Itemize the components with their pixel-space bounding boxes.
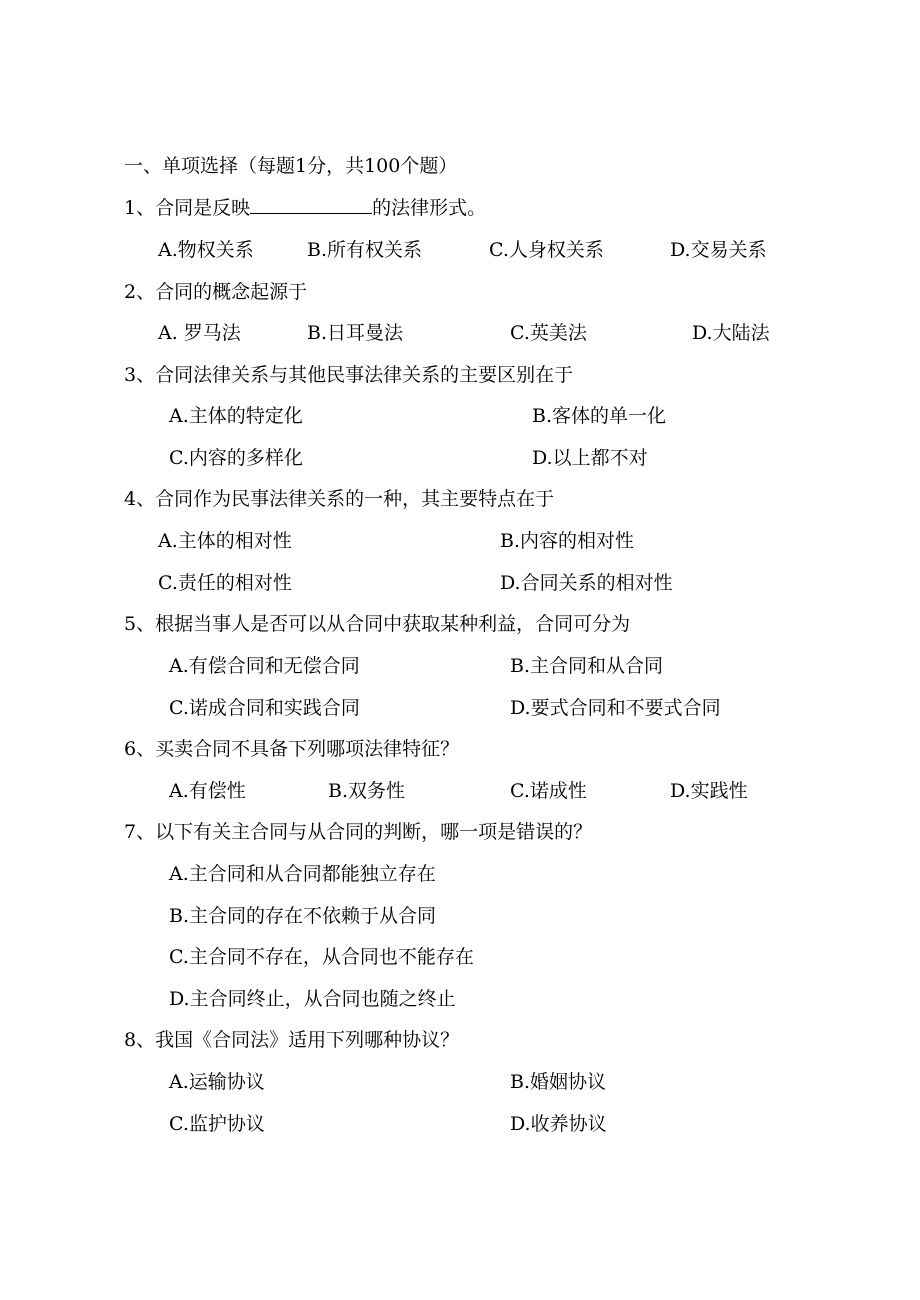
question-1-option-a: A.物权关系 (158, 239, 254, 261)
answer-blank (250, 195, 372, 214)
question-4-stem: 4、合同作为民事法律关系的一种，其主要特点在于 (124, 488, 555, 510)
question-5-option-a: A.有偿合同和无偿合同 (169, 655, 360, 677)
question-6-option-d: D.实践性 (670, 780, 748, 802)
question-1-option-b: B.所有权关系 (307, 239, 423, 261)
question-8-option-c: C.监护协议 (169, 1113, 265, 1135)
question-3-option-b: B.客体的单一化 (532, 405, 667, 427)
question-7-option-d: D.主合同终止，从合同也随之终止 (169, 988, 456, 1010)
question-5-stem: 5、根据当事人是否可以从合同中获取某种利益，合同可分为 (124, 613, 631, 635)
question-6-option-a: A.有偿性 (169, 780, 246, 802)
question-4-option-d: D.合同关系的相对性 (500, 572, 673, 594)
question-8-option-a: A.运输协议 (169, 1071, 265, 1093)
question-1-option-c: C.人身权关系 (489, 239, 604, 261)
question-7-option-c: C.主合同不存在，从合同也不能存在 (169, 946, 474, 968)
question-2-stem: 2、合同的概念起源于 (124, 281, 308, 303)
question-1-stem-after: 的法律形式。 (372, 197, 487, 219)
question-7-option-a: A.主合同和从合同都能独立存在 (169, 863, 436, 885)
question-8-option-b: B.婚姻协议 (510, 1071, 607, 1093)
question-6-stem: 6、买卖合同不具备下列哪项法律特征？ (124, 738, 460, 760)
question-1-option-d: D.交易关系 (670, 239, 767, 261)
question-7-stem: 7、以下有关主合同与从合同的判断，哪一项是错误的？ (124, 821, 593, 843)
question-8-stem: 8、我国《合同法》适用下列哪种协议？ (124, 1029, 460, 1051)
question-2-option-a: A. 罗马法 (158, 322, 241, 344)
question-3-stem: 3、合同法律关系与其他民事法律关系的主要区别在于 (124, 364, 574, 386)
question-3-option-d: D.以上都不对 (532, 447, 648, 469)
question-4-option-c: C.责任的相对性 (158, 572, 292, 594)
question-1-stem (124, 195, 486, 221)
question-7-option-b: B.主合同的存在不依赖于从合同 (169, 905, 437, 927)
question-6-option-b: B.双务性 (328, 780, 406, 802)
question-4-option-b: B.内容的相对性 (500, 530, 635, 552)
question-5-option-b: B.主合同和从合同 (510, 655, 664, 677)
question-2-option-d: D.大陆法 (692, 322, 770, 344)
question-3-option-a: A.主体的特定化 (169, 405, 303, 427)
question-6-option-c: C.诺成性 (510, 780, 587, 802)
question-5-option-d: D.要式合同和不要式合同 (510, 697, 721, 719)
question-3-option-c: C.内容的多样化 (169, 447, 303, 469)
question-4-option-a: A.主体的相对性 (158, 530, 292, 552)
question-2-option-b: B.日耳曼法 (307, 322, 404, 344)
question-5-option-c: C.诺成合同和实践合同 (169, 697, 360, 719)
question-1-stem-before: 1、合同是反映 (124, 197, 251, 219)
question-8-option-d: D.收养协议 (510, 1113, 607, 1135)
section-heading: 一、单项选择（每题1分，共100个题） (124, 155, 458, 177)
question-2-option-c: C.英美法 (510, 322, 587, 344)
